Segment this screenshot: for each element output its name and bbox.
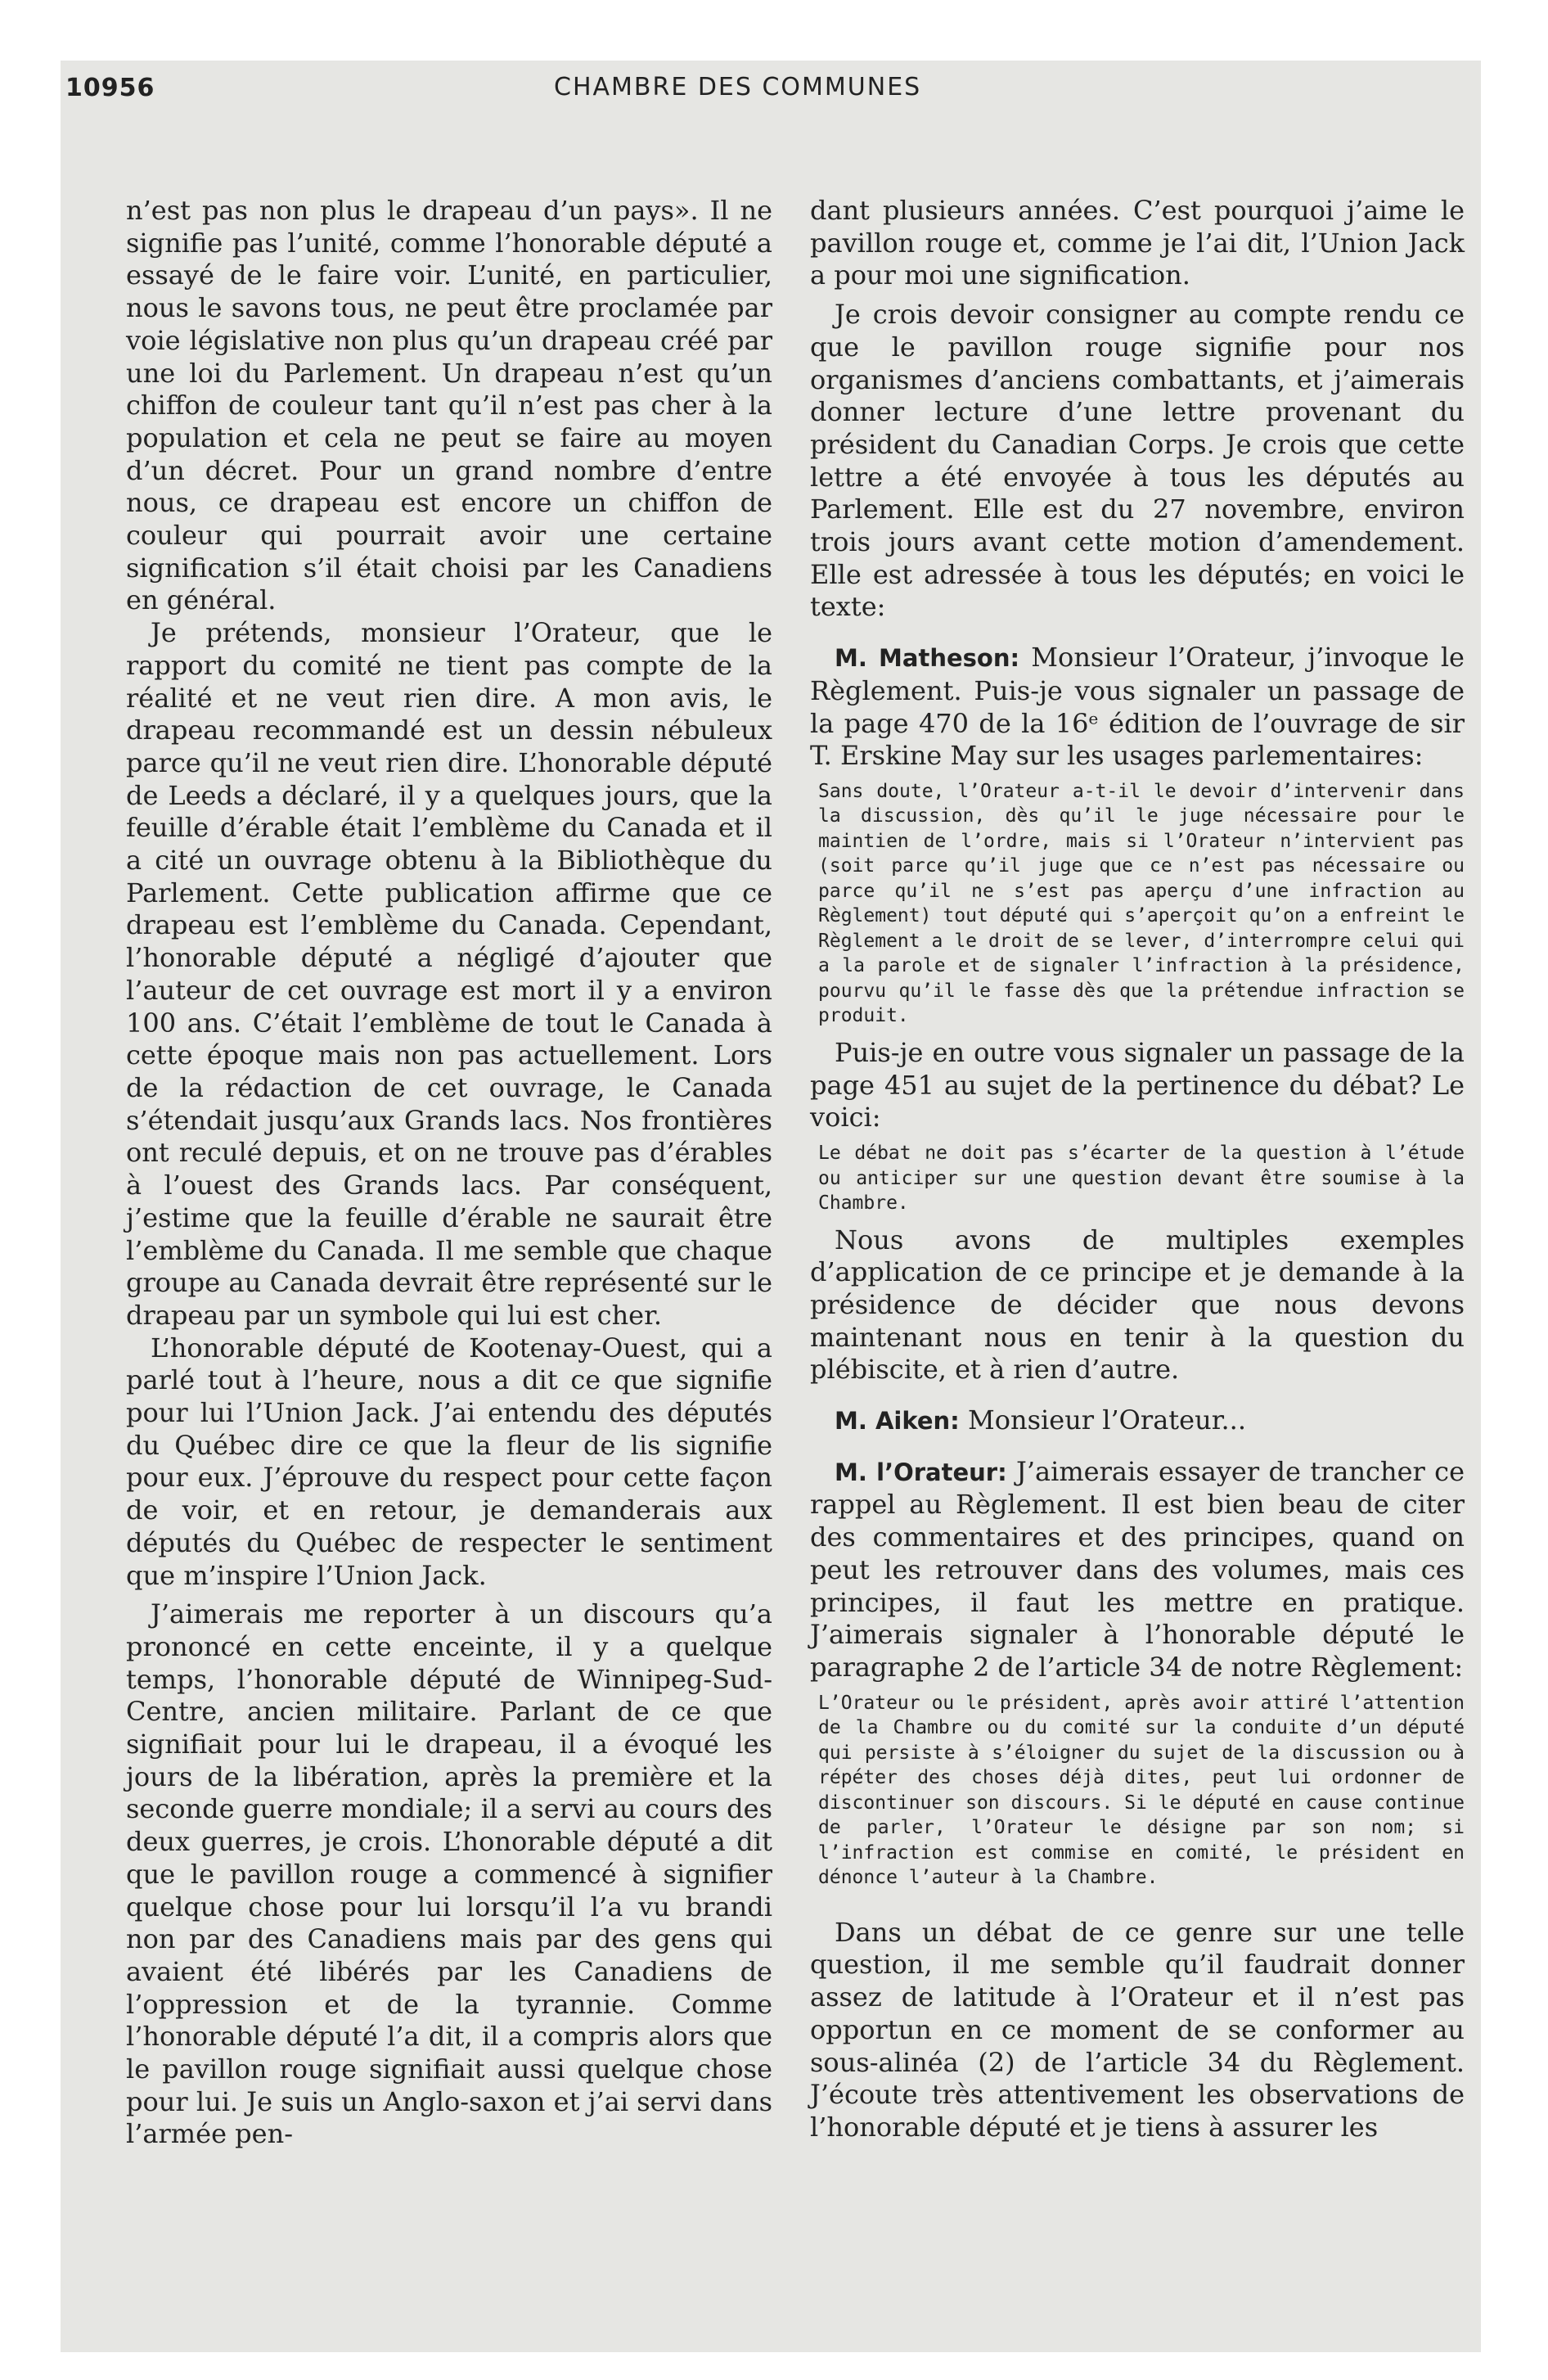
speech-aiken: [810, 1404, 1465, 1438]
paragraph: J’aimerais me reporter à un discours qu’a prononcé en cette enceinte, il y a quelque temps, l’honorable député de Winnipeg-Sud-Centre, ancien militaire. Parlant de ce que signifiait pour lui le drapeau, il a évoqué les jours de la libération, après la première et la seconde guerre mondiale; il a servi au cours des deux guerres, je crois. L’honorable député a dit que le pavillon rouge a commencé à signifier quelque chose pour lui lorsqu’il l’a vu brandi non par des Canadiens mais par des gens qui avaient été libérés par les Canadiens de l’oppression et de la tyrannie. Comme l’honorable député l’a dit, il a compris alors que le pavillon rouge signifiait aussi quelque chose pour lui. Je suis un Anglo-saxon et j’ai servi dans l’armée pen-: [126, 1598, 772, 2150]
paragraph: Nous avons de multiples exemples d’application de ce principe et je demande à la présidence de décider que nous devons maintenant nous en tenir à la question du plébiscite, et à rien d’autre.: [810, 1224, 1465, 1386]
speech-text: Monsieur l’Orateur, j’invoque le Règlement. Puis-je vous signaler un passage de la page 470 de la 16ᵉ édition de l’ouvrage de sir T. Erskine May sur les usages parlementaires:: [810, 642, 1465, 772]
paragraph: dant plusieurs années. C’est pourquoi j’aime le pavillon rouge et, comme je l’ai dit, l’Union Jack a pour moi une signification.: [810, 195, 1465, 291]
paragraph: Dans un débat de ce genre sur une telle question, il me semble qu’il faudrait donner assez de latitude à l’Orateur et il n’est pas opportun en ce moment de se conformer au sous-alinéa (2) de l’article 34 du Règlement. J’écoute très attentivement les observations de l’honorable député et je tiens à assurer les: [810, 1916, 1465, 2143]
paragraph: Je crois devoir consigner au compte rendu ce que le pavillon rouge signifie pour nos organismes d’anciens combattants, et j’aimerais donner lecture d’une lettre provenant du président du Canadian Corps. Je crois que cette lettre a été envoyée à tous les députés au Parlement. Elle est du 27 novembre, environ trois jours avant cette motion d’amendement. Elle est adressée à tous les députés; en voici le texte:: [810, 299, 1465, 623]
paragraph: Puis-je en outre vous signaler un passage de la page 451 au sujet de la pertinence du débat? Le voici:: [810, 1036, 1465, 1134]
paragraph: Je prétends, monsieur l’Orateur, que le rapport du comité ne tient pas compte de la réalité et ne veut rien dire. A mon avis, le drapeau recommandé est un dessin nébuleux parce qu’il ne veut rien dire. L’honorable député de Leeds a déclaré, il y a quelques jours, que la feuille d’érable était l’emblème du Canada et il a cité un ouvrage obtenu à la Bibliothèque du Parlement. Cette publication affirme que ce drapeau est l’emblème du Canada. Cependant, l’honorable député a négligé d’ajouter que l’auteur de cet ouvrage est mort il y a environ 100 ans. C’était l’emblème de tout le Canada à cette époque mais non pas actuellement. Lors de la rédaction de cet ouvrage, le Canada s’étendait jusqu’aux Grands lacs. Nos frontières ont reculé depuis, et on ne trouve pas d’érables à l’ouest des Grands lacs. Par conséquent, j’estime que la feuille d’érable ne saurait être l’emblème du Canada. Il me semble que chaque groupe au Canada devrait être représenté sur le drapeau par un symbole qui lui est cher.: [126, 617, 772, 1331]
left-column: [126, 195, 772, 2151]
speech-orateur: [810, 1456, 1465, 1684]
speaker-name: M. Matheson:: [835, 644, 1020, 673]
speech-text: Monsieur l’Orateur...: [959, 1404, 1246, 1436]
speech-matheson: [810, 642, 1465, 773]
paragraph: L’honorable député de Kootenay-Ouest, qui a parlé tout à l’heure, nous a dit ce que signifie pour lui l’Union Jack. J’ai entendu des députés du Québec dire ce que la fleur de lis signifie pour eux. J’éprouve du respect pour cette façon de voir, et en retour, je demanderais aux députés du Québec de respecter le sentiment que m’inspire l’Union Jack.: [126, 1332, 772, 1591]
speaker-name: M. l’Orateur:: [835, 1458, 1007, 1486]
speaker-name: M. Aiken:: [835, 1407, 960, 1436]
page-number: 10956: [65, 74, 155, 102]
quotation: Le débat ne doit pas s’écarter de la question à l’étude ou anticiper sur une question devant être soumise à la Chambre.: [818, 1143, 1465, 1215]
paragraph: n’est pas non plus le drapeau d’un pays». Il ne signifie pas l’unité, comme l’honorable député a essayé de le faire voir. L’unité, en particulier, nous le savons tous, ne peut être proclamée par voie législative non plus qu’un drapeau créé par une loi du Parlement. Un drapeau n’est qu’un chiffon de couleur tant qu’il n’est pas cher à la population et cela ne peut se faire au moyen d’un décret. Pour un grand nombre d’entre nous, ce drapeau est encore un chiffon de couleur qui pourrait avoir une certaine signification s’il était choisi par les Canadiens en général.: [126, 195, 772, 616]
right-column: [810, 195, 1465, 2144]
quotation: Sans doute, l’Orateur a-t-il le devoir d’intervenir dans la discussion, dès qu’il le juge nécessaire pour le maintien de l’ordre, mais si l’Orateur n’intervient pas (soit parce qu’il juge que ce n’est pas nécessaire ou parce qu’il ne s’est pas aperçu d’une infraction au Règlement) tout député qui s’aperçoit qu’on a enfreint le Règlement a le droit de se lever, d’interrompre celui qui a la parole et de signaler l’infraction à la présidence, pourvu qu’il le fasse dès que la prétendue infraction se produit.: [818, 780, 1465, 1027]
running-title: CHAMBRE DES COMMUNES: [554, 73, 922, 101]
quotation: L’Orateur ou le président, après avoir attiré l’attention de la Chambre ou du comité sur la conduite d’un député qui persiste à s’éloigner du sujet de la discussion ou à répéter des choses déjà dites, peut lui ordonner de discontinuer son discours. Si le député en cause continue de parler, l’Orateur le désigne par son nom; si l’infraction est commise en comité, le président en dénonce l’auteur à la Chambre.: [818, 1692, 1465, 1889]
speech-text: J’aimerais essayer de trancher ce rappel au Règlement. Il est bien beau de citer des commentaires et des principes, quand on peut les retrouver dans des volumes, mais ces principes, il faut les mettre en pratique. J’aimerais signaler à l’honorable député le paragraphe 2 de l’article 34 de notre Règlement:: [810, 1455, 1465, 1683]
